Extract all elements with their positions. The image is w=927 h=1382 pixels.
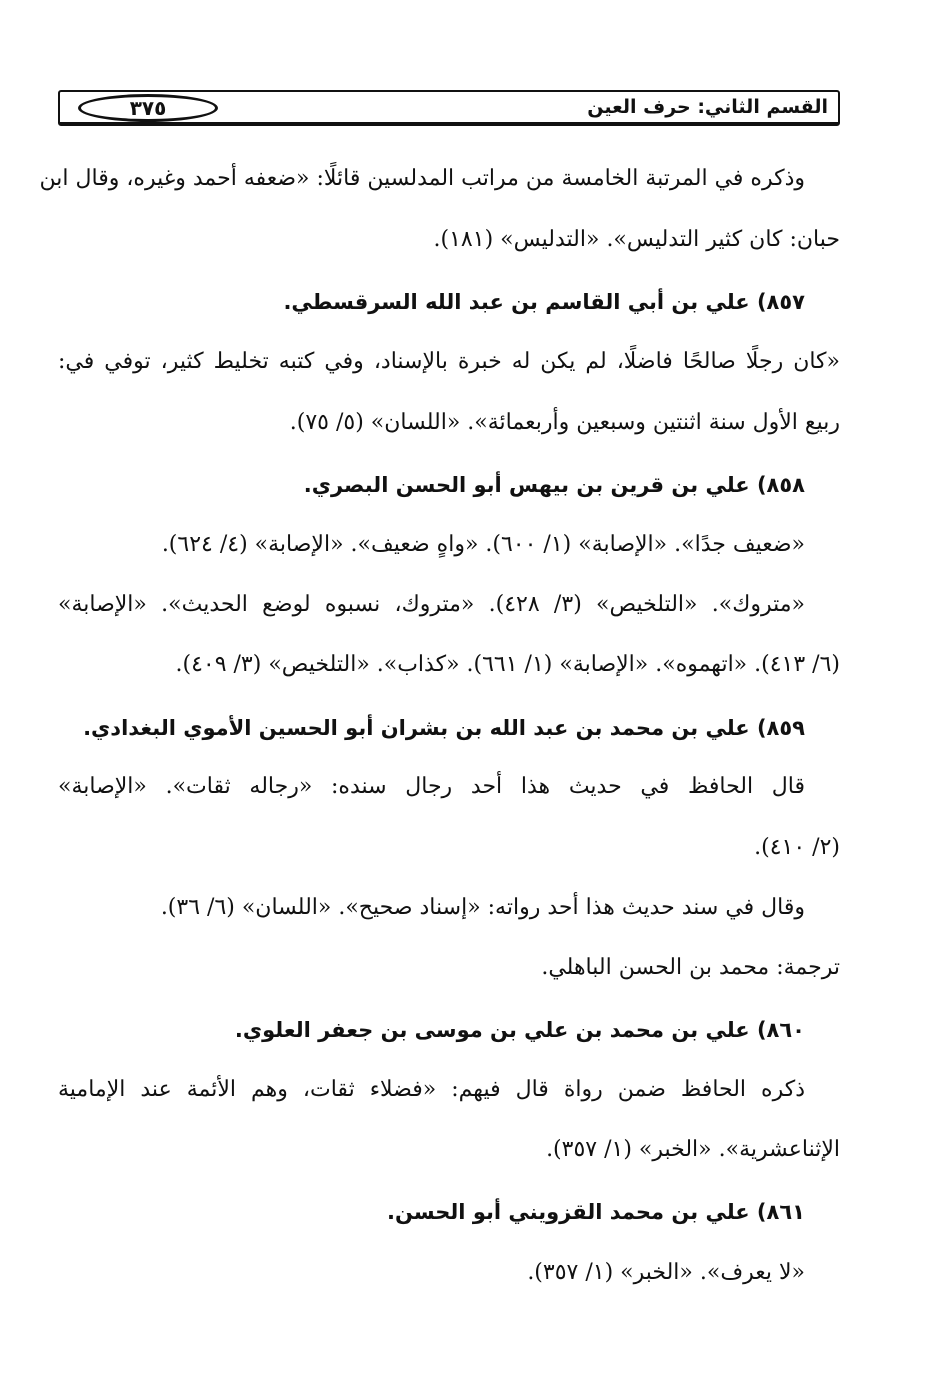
entry-heading-861: ٨٦١) علي بن محمد القزويني أبو الحسن.	[387, 1200, 805, 1224]
text-line: ترجمة: محمد بن الحسن الباهلي.	[541, 955, 840, 980]
text-line: «كان رجلًا صالحًا فاضلًا، لم يكن له خبرة بالإسناد، وفي كتبه تخليط كثير، توفي في:	[58, 349, 840, 374]
text-line: «لا يعرف». «الخبر» (١/ ٣٥٧).	[527, 1260, 805, 1285]
text-line: حبان: كان كثير التدليس». «التدليس» (١٨١).	[433, 227, 840, 252]
text-line: «ضعيف جدًا». «الإصابة» (١/ ٦٠٠). «واهٍ ضعيف». «الإصابة» (٤/ ٦٢٤).	[161, 532, 805, 557]
text-line: (٢/ ٤١٠).	[754, 835, 840, 860]
text-line: ربيع الأول سنة اثنتين وسبعين وأربعمائة». «اللسان» (٥/ ٧٥).	[289, 410, 840, 435]
entry-heading-859: ٨٥٩) علي بن محمد بن عبد الله بن بشران أبو الحسين الأموي البغدادي.	[83, 716, 805, 740]
running-header	[58, 90, 840, 126]
page-number: ٣٧٥	[78, 94, 218, 122]
section-title: القسم الثاني: حرف العين	[587, 96, 828, 118]
text-line: وذكره في المرتبة الخامسة من مراتب المدلسين قائلًا: «ضعفه أحمد وغيره، وقال ابن	[39, 166, 805, 191]
entry-heading-860: ٨٦٠) علي بن محمد بن علي بن موسى بن جعفر العلوي.	[234, 1018, 805, 1042]
text-line: «متروك». «التلخيص» (٣/ ٤٢٨). «متروك، نسبوه لوضع الحديث». «الإصابة»	[58, 592, 806, 617]
text-line: ذكره الحافظ ضمن رواة قال فيهم: «فضلاء ثقات، وهم الأئمة عند الإمامية	[58, 1077, 805, 1102]
entry-heading-858: ٨٥٨) علي بن قرين بن بيهس أبو الحسن البصري.	[303, 473, 805, 497]
text-line: وقال في سند حديث هذا أحد رواته: «إسناد صحيح». «اللسان» (٦/ ٣٦).	[160, 895, 805, 920]
text-line: (٦/ ٤١٣). «اتهموه». «الإصابة» (١/ ٦٦١). «كذاب». «التلخيص» (٣/ ٤٠٩).	[175, 652, 840, 677]
text-line: الإثناعشرية». «الخبر» (١/ ٣٥٧).	[546, 1137, 840, 1162]
text-line: قال الحافظ في حديث هذا أحد رجال سنده: «رجاله ثقات». «الإصابة»	[58, 774, 805, 799]
entry-heading-857: ٨٥٧) علي بن أبي القاسم بن عبد الله السرقسطي.	[283, 290, 805, 314]
